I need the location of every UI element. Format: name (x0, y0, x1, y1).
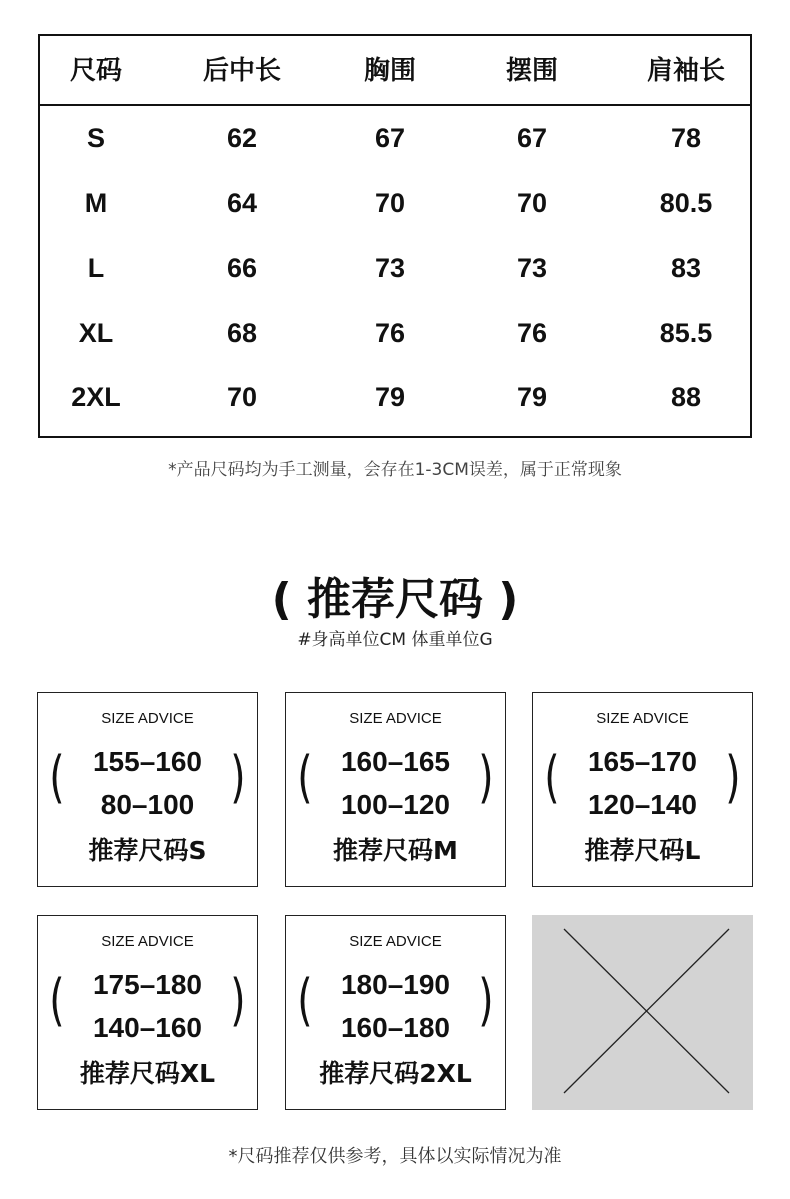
table-cell: 62 (226, 123, 258, 153)
table-cell: 67 (374, 123, 406, 153)
weight-range: 140–160 (92, 1012, 202, 1043)
header-size: 尺码 (69, 56, 122, 86)
recommendation-title: ( 推荐尺码 ) (271, 574, 519, 625)
size-table (38, 34, 752, 438)
advice-disclaimer: *尺码推荐仅供参考，具体以实际情况为准 (228, 1146, 562, 1167)
card-heading: SIZE ADVICE (349, 933, 442, 950)
size-advice-card-2xl (285, 915, 506, 1110)
height-range: 175–180 (92, 969, 202, 1000)
measurement-note: *产品尺码均为手工测量，会存在1-3CM误差，属于正常现象 (168, 460, 622, 480)
empty-placeholder-box (532, 915, 753, 1110)
table-row (40, 236, 750, 301)
height-range: 160–165 (340, 746, 450, 777)
table-cell: 76 (374, 318, 406, 348)
table-cell: XL (78, 318, 114, 348)
table-cell: 70 (226, 382, 258, 412)
table-cell: 83 (670, 253, 702, 283)
left-paren-glyph: ( (49, 968, 65, 1033)
table-cell: 85.5 (659, 318, 713, 348)
table-row (40, 301, 750, 366)
right-paren-glyph: ) (725, 745, 741, 810)
weight-range: 160–180 (340, 1012, 450, 1043)
cross-placeholder-icon (532, 915, 753, 1110)
table-cell: 79 (374, 382, 406, 412)
header-chest: 胸围 (363, 56, 416, 86)
table-cell: 78 (670, 123, 702, 153)
left-paren-glyph: ( (297, 968, 313, 1033)
card-heading: SIZE ADVICE (101, 933, 194, 950)
card-heading: SIZE ADVICE (349, 710, 442, 727)
table-cell: 64 (226, 188, 258, 218)
weight-range: 100–120 (340, 789, 450, 820)
height-range: 165–170 (587, 746, 697, 777)
right-paren-glyph: ) (478, 745, 494, 810)
table-row (40, 171, 750, 236)
recommended-size-label: 推荐尺码L (584, 836, 701, 865)
right-paren-glyph: ) (230, 745, 246, 810)
table-cell: L (87, 253, 105, 283)
height-range: 180–190 (340, 969, 450, 1000)
height-range: 155–160 (92, 746, 202, 777)
size-advice-card-l (532, 692, 753, 887)
left-paren-glyph: ( (49, 745, 65, 810)
table-cell: 68 (226, 318, 258, 348)
recommended-size-label: 推荐尺码S (88, 836, 207, 865)
left-paren-glyph: ( (297, 745, 313, 810)
table-row (40, 106, 750, 171)
table-cell: 70 (374, 188, 406, 218)
size-advice-card-m (285, 692, 506, 887)
recommended-size-label: 推荐尺码XL (79, 1059, 216, 1088)
weight-range: 120–140 (587, 789, 697, 820)
weight-range: 80–100 (100, 789, 195, 820)
table-cell: 2XL (71, 382, 121, 412)
card-heading: SIZE ADVICE (596, 710, 689, 727)
table-cell: M (84, 188, 108, 218)
table-cell: 73 (516, 253, 548, 283)
right-paren-glyph: ) (478, 968, 494, 1033)
header-hem: 摆围 (505, 56, 558, 86)
left-paren-glyph: ( (544, 745, 560, 810)
recommendation-units: #身高单位CM 体重单位G (297, 630, 493, 650)
table-cell: 66 (226, 253, 258, 283)
table-row (40, 365, 750, 430)
table-cell: 88 (670, 382, 702, 412)
table-cell: 67 (516, 123, 548, 153)
header-shoulder-sleeve: 肩袖长 (646, 56, 725, 86)
recommended-size-label: 推荐尺码2XL (319, 1059, 472, 1088)
recommended-size-label: 推荐尺码M (333, 836, 458, 865)
table-cell: 76 (516, 318, 548, 348)
card-heading: SIZE ADVICE (101, 710, 194, 727)
size-advice-card-xl (37, 915, 258, 1110)
size-advice-card-s (37, 692, 258, 887)
table-cell: S (86, 123, 105, 153)
header-back-length: 后中长 (202, 56, 281, 86)
table-cell: 79 (516, 382, 548, 412)
table-cell: 70 (516, 188, 548, 218)
right-paren-glyph: ) (230, 968, 246, 1033)
table-header (40, 36, 750, 106)
table-cell: 80.5 (659, 188, 713, 218)
table-cell: 73 (374, 253, 406, 283)
